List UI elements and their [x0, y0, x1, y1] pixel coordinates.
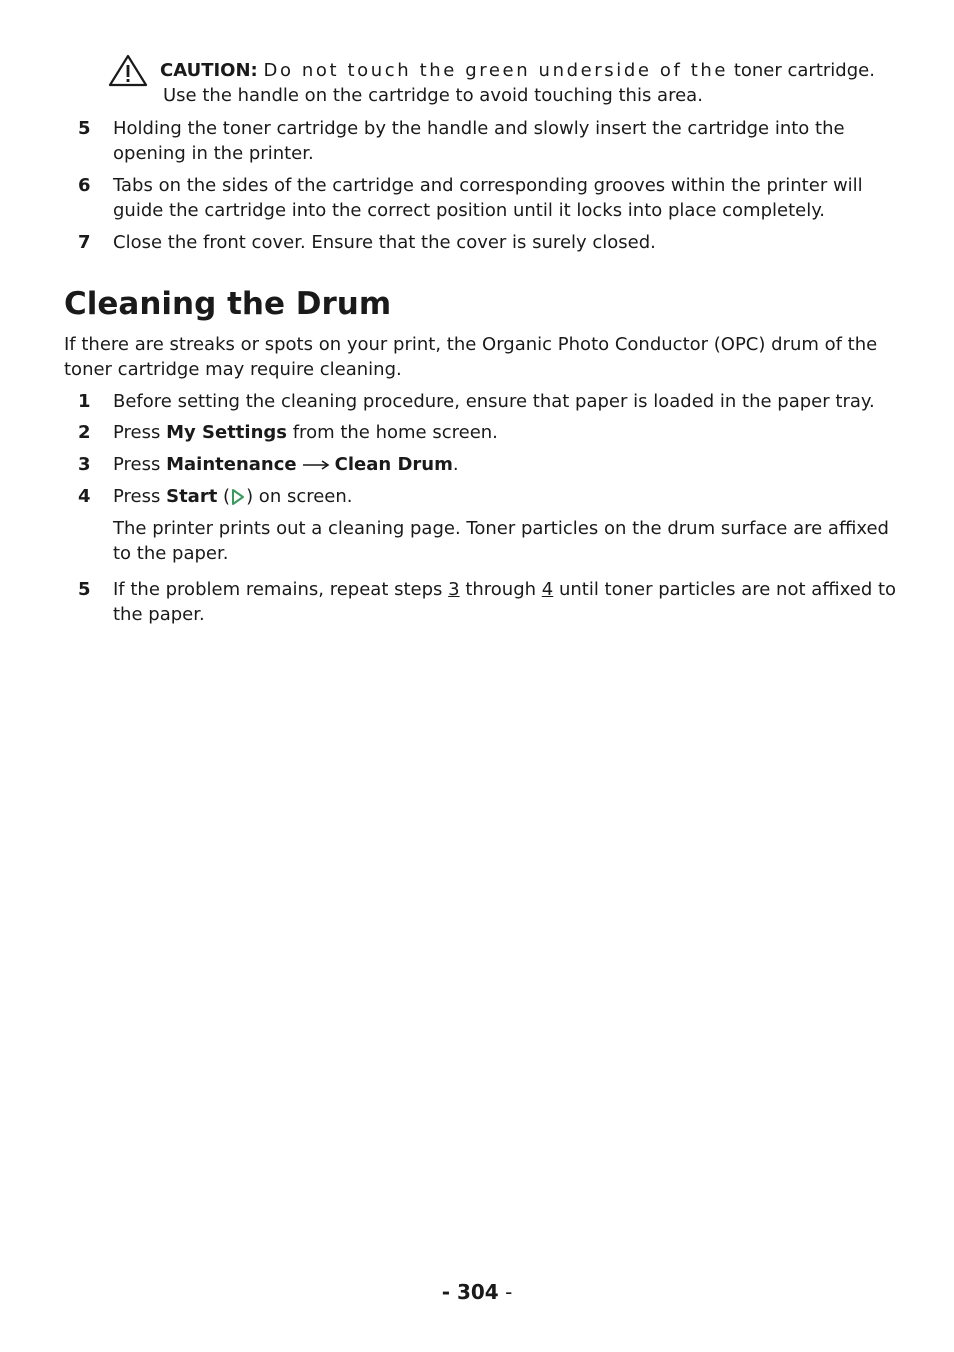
section-title: Cleaning the Drum	[64, 286, 392, 322]
maintenance-label: Maintenance	[166, 454, 297, 475]
step-item-7	[78, 230, 898, 255]
caution-text-line2: Use the handle on the cartridge to avoid touching this area.	[163, 85, 703, 106]
step-text-pre: If the problem remains, repeat steps	[113, 579, 449, 600]
arrow-right-icon	[301, 459, 331, 471]
page-prefix: -	[441, 1280, 457, 1304]
step-number: 2	[78, 422, 91, 443]
step-text	[113, 452, 898, 477]
step-item-5b	[78, 577, 898, 627]
step-text: Tabs on the sides of the cartridge and corresponding grooves within the printer will guide the cartridge into the correct position until it locks into place completely.	[113, 175, 863, 221]
step-text-open: (	[217, 486, 231, 507]
page-number	[0, 1279, 954, 1305]
step-item-2	[78, 420, 898, 445]
step-ref-link[interactable]: 3	[448, 579, 460, 600]
step-text-pre: Press	[113, 454, 167, 475]
step-text-post: until toner particles are not affixed to the paper.	[113, 579, 897, 625]
step-item-5	[78, 116, 898, 166]
start-label: Start	[166, 486, 218, 507]
step-item-1	[78, 389, 898, 414]
step-item-4	[78, 484, 898, 509]
step-item-6	[78, 173, 898, 223]
step-text-post: .	[452, 454, 459, 475]
caution-text-spaced: Do not touch the green underside of the	[263, 60, 729, 81]
step-text	[113, 420, 898, 445]
page-number-value: 304	[456, 1280, 499, 1304]
step-number: 7	[78, 232, 91, 253]
step-text-pre: Press	[113, 422, 167, 443]
clean-drum-label: Clean Drum	[334, 454, 453, 475]
step-number: 4	[78, 486, 91, 507]
step-text: Close the front cover. Ensure that the cover is surely closed.	[113, 232, 656, 253]
step-ref-link[interactable]: 4	[541, 579, 554, 600]
step-text-post: from the home screen.	[287, 422, 498, 443]
my-settings-label: My Settings	[166, 422, 287, 443]
step-text-mid: through	[459, 579, 542, 600]
step-number: 1	[78, 391, 91, 412]
start-play-icon	[231, 488, 245, 506]
caution-text-line1	[160, 58, 875, 83]
warning-triangle-icon	[108, 54, 148, 88]
step-text: Holding the toner cartridge by the handle and slowly insert the cartridge into the opening in the printer.	[113, 118, 845, 164]
step-4-note: The printer prints out a cleaning page. Toner particles on the drum surface are affixed to the paper.	[113, 518, 889, 564]
step-text	[113, 577, 898, 627]
step-text: Before setting the cleaning procedure, ensure that paper is loaded in the paper tray.	[113, 391, 875, 412]
section-intro: If there are streaks or spots on your print, the Organic Photo Conductor (OPC) drum of the toner cartridge may require cleaning.	[64, 334, 878, 380]
page-suffix: -	[498, 1280, 513, 1304]
caution-label: CAUTION:	[160, 60, 258, 81]
step-text-close: ) on screen.	[246, 486, 353, 507]
step-text-pre: Press	[113, 486, 167, 507]
step-number: 5	[78, 118, 91, 139]
step-number: 5	[78, 579, 91, 600]
step-item-3	[78, 452, 898, 477]
step-number: 3	[78, 454, 91, 475]
step-number: 6	[78, 175, 91, 196]
step-text	[113, 484, 898, 509]
caution-text-rest: toner cartridge.	[733, 60, 875, 81]
